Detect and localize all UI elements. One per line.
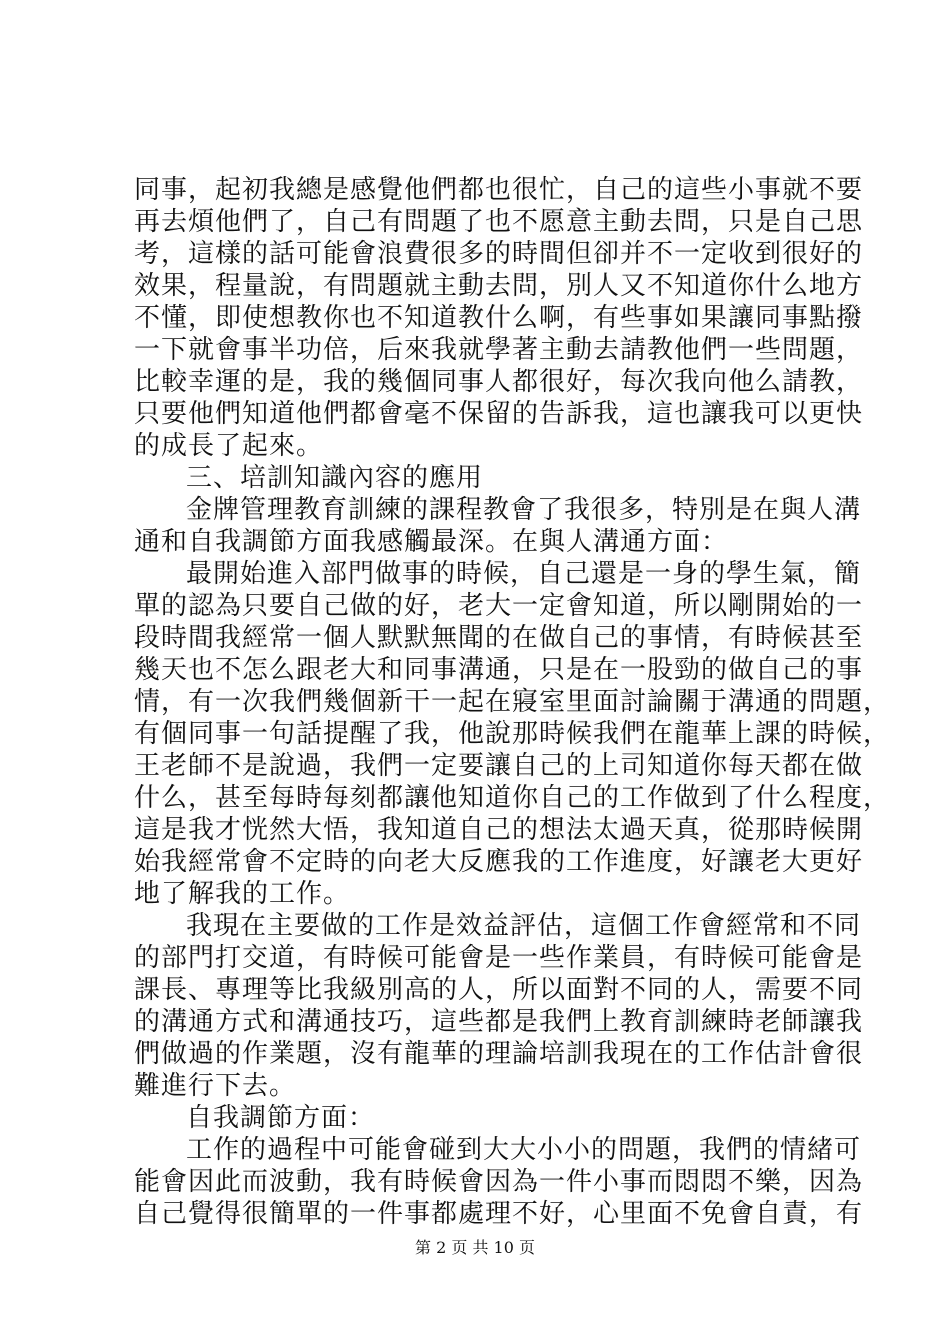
text-line: 能會因此而波動，我有時候會因為一件小事而悶悶不樂，因為 [134,1167,864,1197]
text-line: 段時間我經常一個人默默無聞的在做自己的事情，有時候甚至 [134,623,864,653]
text-line: 課長、專理等比我級別高的人，所以面對不同的人，需要不同 [134,975,864,1005]
text-line: 什么，甚至每時每刻都讓他知道你自己的工作做到了什么程度， [134,783,891,813]
text-line: 單的認為只要自己做的好，老大一定會知道，所以剛開始的一 [134,591,864,621]
text-line: 王老師不是說過，我們一定要讓自己的上司知道你每天都在做 [134,751,864,781]
text-line: 幾天也不怎么跟老大和同事溝通，只是在一股勁的做自己的事 [134,655,864,685]
text-line: 考，這樣的話可能會浪費很多的時間但卻并不一定收到很好的 [134,239,864,269]
page-footer [0,1238,950,1258]
text-line: 效果，程量說，有問題就主動去問，別人又不知道你什么地方 [134,271,864,301]
text-line: 不懂，即使想教你也不知道教什么啊，有些事如果讓同事點撥 [134,303,864,333]
section-heading: 三、培訓知識內容的應用 [186,463,484,493]
text-line: 的溝通方式和溝通技巧，這些都是我們上教育訓練時老師讓我 [134,1007,864,1037]
text-line: 一下就會事半功倍，后來我就學著主動去請教他們一些問題， [134,335,864,365]
text-line: 自己覺得很簡單的一件事都處理不好，心里面不免會自責，有 [134,1199,864,1229]
text-line: 的成長了起來。 [134,431,324,461]
text-line: 最開始進入部門做事的時候，自己還是一身的學生氣，簡 [186,559,862,589]
text-line: 工作的過程中可能會碰到大大小小的問題，我們的情緒可 [186,1135,862,1165]
text-line: 比較幸運的是，我的幾個同事人都很好，每次我向他么請教， [134,367,864,397]
text-line: 只要他們知道他們都會毫不保留的告訴我，這也讓我可以更快 [134,399,864,429]
text-line: 地了解我的工作。 [134,879,351,909]
text-line: 通和自我調節方面我感觸最深。在與人溝通方面： [134,527,729,557]
section-heading: 自我調節方面： [186,1103,376,1133]
text-line: 這是我才恍然大悟，我知道自己的想法太過天真，從那時候開 [134,815,864,845]
text-line: 金牌管理教育訓練的課程教會了我很多，特別是在與人溝 [186,495,862,525]
text-line: 同事，起初我總是感覺他們都也很忙，自己的這些小事就不要 [134,175,864,205]
text-line: 始我經常會不定時的向老大反應我的工作進度，好讓老大更好 [134,847,864,877]
text-line: 情，有一次我們幾個新干一起在寢室里面討論關于溝通的問題， [134,687,891,717]
text-line: 的部門打交道，有時候可能會是一些作業員，有時候可能會是 [134,943,864,973]
text-line: 我現在主要做的工作是效益評估，這個工作會經常和不同 [186,911,862,941]
text-line: 們做過的作業題，沒有龍華的理論培訓我現在的工作估計會很 [134,1039,864,1069]
page-number-label: 第 2 页 共 10 页 [415,1238,535,1257]
text-line: 有個同事一句話提醒了我，他說那時候我們在龍華上課的時候， [134,719,891,749]
document-body [134,174,891,1230]
text-line: 難進行下去。 [134,1071,297,1101]
text-line: 再去煩他們了，自己有問題了也不愿意主動去問，只是自己思 [134,207,864,237]
